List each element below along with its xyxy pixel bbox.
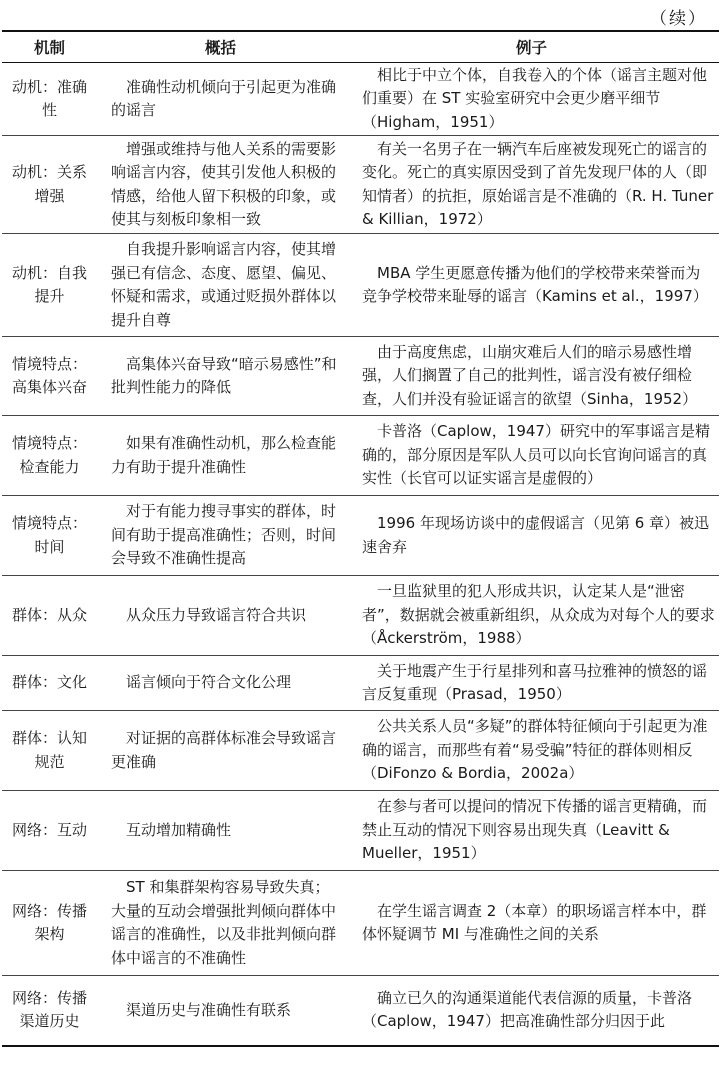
example-cell: 关于地震产生于行星排列和喜马拉雅神的愤怒的谣言反复重现（Prasad，1950） [344, 656, 719, 711]
summary-cell: 渠道历史与准确性有联系 [97, 976, 344, 1046]
example-cell: 相比于中立个体，自我卷入的个体（谣言主题对他们重要）在 ST 实验室研究中会更少磨平细节（Higham，1951） [344, 63, 719, 136]
example-cell: 一旦监狱里的犯人形成共识，认定某人是“泄密者”，数据就会被重新组织，从众成为对每个人的要求（Åckerström，1988） [344, 576, 719, 656]
summary-cell: 准确性动机倾向于引起更为准确的谣言 [97, 63, 344, 136]
table-row [2, 136, 719, 234]
mechanism-cell: 情境特点：时间 [2, 496, 97, 576]
mechanism-cell: 网络：传播渠道历史 [2, 976, 97, 1046]
example-cell: 1996 年现场访谈中的虚假谣言（见第 6 章）被迅速舍弃 [344, 496, 719, 576]
mechanism-cell: 动机：准确性 [2, 63, 97, 136]
header-summary: 概括 [97, 31, 344, 63]
table-row [2, 63, 719, 136]
continued-label: （续） [650, 9, 707, 29]
table-row [2, 337, 719, 416]
table-row [2, 976, 719, 1046]
mechanism-cell: 动机：自我提升 [2, 234, 97, 337]
header-mechanism: 机制 [2, 31, 97, 63]
table-row [2, 496, 719, 576]
mechanism-cell: 群体：从众 [2, 576, 97, 656]
table-row [2, 416, 719, 496]
example-cell: MBA 学生更愿意传播为他们的学校带来荣誉而为竞争学校带来耻辱的谣言（Kamins et al.，1997） [344, 234, 719, 337]
example-cell: 卡普洛（Caplow，1947）研究中的军事谣言是精确的，部分原因是军队人员可以向长官询问谣言的真实性（长官可以证实谣言是虚假的） [344, 416, 719, 496]
table-row [2, 711, 719, 791]
example-cell: 有关一名男子在一辆汽车后座被发现死亡的谣言的变化。死亡的真实原因受到了首先发现尸体的人（即知情者）的抗拒，原始谣言是不准确的（R. H. Tuner & Killian，1972） [344, 136, 719, 234]
table-row [2, 234, 719, 337]
mechanism-table [2, 30, 719, 1047]
summary-cell: 自我提升影响谣言内容，使其增强已有信念、态度、愿望、偏见、怀疑和需求，或通过贬损外群体以提升自尊 [97, 234, 344, 337]
summary-cell: 谣言倾向于符合文化公理 [97, 656, 344, 711]
mechanism-cell: 情境特点：检查能力 [2, 416, 97, 496]
mechanism-cell: 群体：认知规范 [2, 711, 97, 791]
mechanism-cell: 动机：关系增强 [2, 136, 97, 234]
summary-cell: 互动增加精确性 [97, 791, 344, 871]
summary-cell: 对证据的高群体标准会导致谣言更准确 [97, 711, 344, 791]
mechanism-cell: 网络：互动 [2, 791, 97, 871]
summary-cell: 增强或维持与他人关系的需要影响谣言内容，使其引发他人积极的情感，给他人留下积极的印象，或使其与刻板印象相一致 [97, 136, 344, 234]
table-row [2, 576, 719, 656]
header-row [2, 31, 719, 63]
example-cell: 由于高度焦虑，山崩灾难后人们的暗示易感性增强，人们搁置了自己的批判性，谣言没有被仔细检查，人们并没有验证谣言的欲望（Sinha，1952） [344, 337, 719, 416]
header-example: 例子 [344, 31, 719, 63]
summary-cell: 如果有准确性动机，那么检查能力有助于提升准确性 [97, 416, 344, 496]
example-cell: 在学生谣言调查 2（本章）的职场谣言样本中，群体怀疑调节 MI 与准确性之间的关系 [344, 871, 719, 976]
summary-cell: 对于有能力搜寻事实的群体，时间有助于提高准确性；否则，时间会导致不准确性提高 [97, 496, 344, 576]
mechanism-cell: 群体：文化 [2, 656, 97, 711]
example-cell: 确立已久的沟通渠道能代表信源的质量，卡普洛（Caplow，1947）把高准确性部分归因于此 [344, 976, 719, 1046]
example-cell: 公共关系人员“多疑”的群体特征倾向于引起更为准确的谣言，而那些有着“易受骗”特征的群体则相反（DiFonzo & Bordia，2002a） [344, 711, 719, 791]
table-row [2, 656, 719, 711]
summary-cell: 从众压力导致谣言符合共识 [97, 576, 344, 656]
table-row [2, 871, 719, 976]
summary-cell: 高集体兴奋导致“暗示易感性”和批判性能力的降低 [97, 337, 344, 416]
table-row [2, 791, 719, 871]
example-cell: 在参与者可以提问的情况下传播的谣言更精确，而禁止互动的情况下则容易出现失真（Leavitt & Mueller，1951） [344, 791, 719, 871]
mechanism-cell: 情境特点：高集体兴奋 [2, 337, 97, 416]
mechanism-cell: 网络：传播架构 [2, 871, 97, 976]
summary-cell: ST 和集群架构容易导致失真；大量的互动会增强批判倾向群体中谣言的准确性，以及非批判倾向群体中谣言的不准确性 [97, 871, 344, 976]
